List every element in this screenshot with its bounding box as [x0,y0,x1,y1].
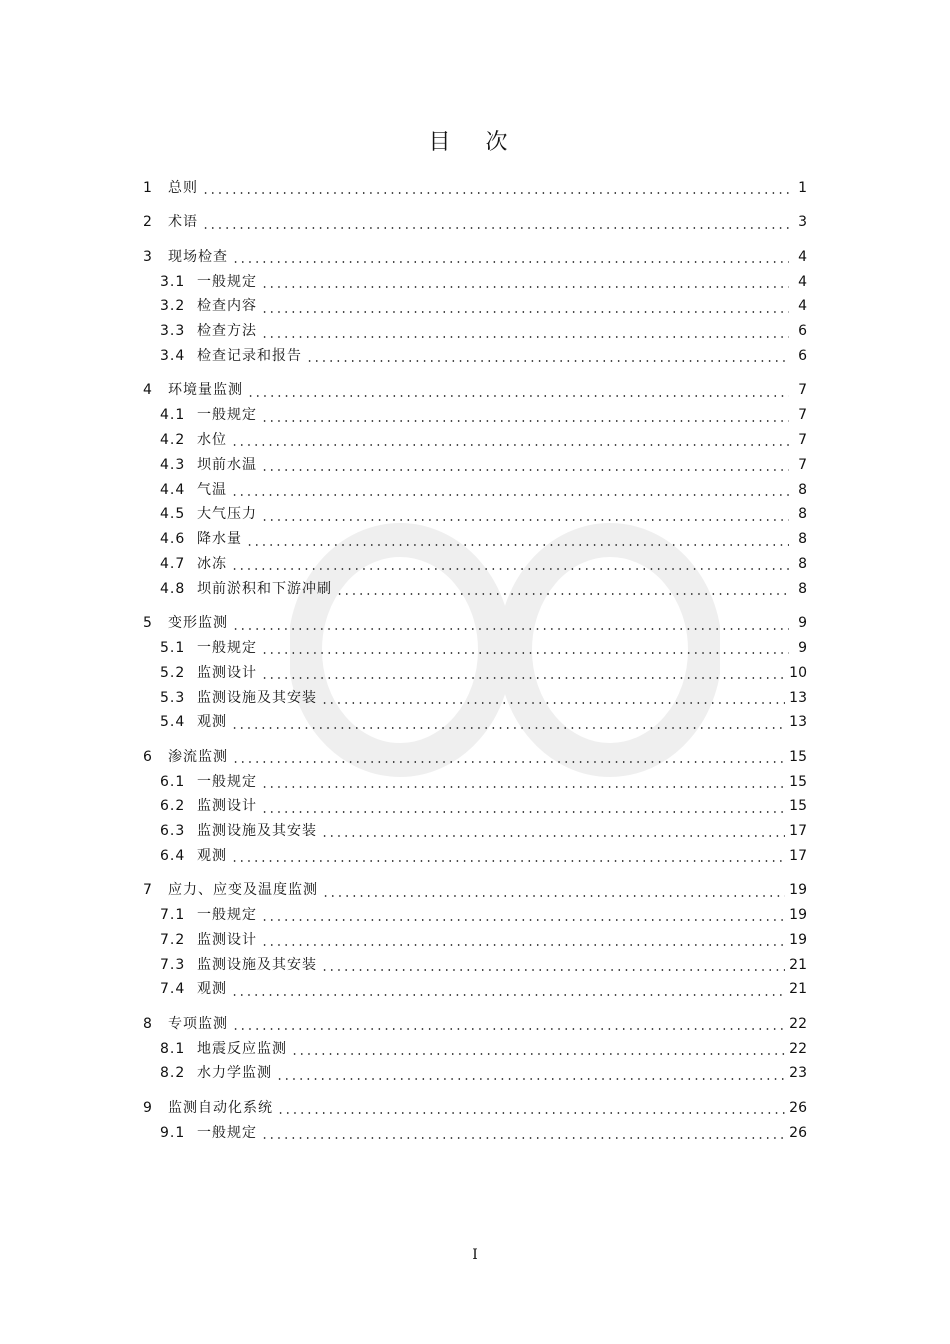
toc-dot-leader [261,311,789,313]
toc-entry-page: 9 [798,639,807,656]
toc-entry-number: 4 [143,382,152,399]
toc-entry-page: 6 [798,323,807,340]
toc-dot-leader [276,1078,785,1080]
toc-entry-page: 7 [798,456,807,473]
toc-entry-page: 10 [789,664,807,681]
toc-entry-label: 现场检查 [168,248,228,265]
toc-entry-number: 4.6 [160,531,186,548]
toc-section-entry[interactable] [143,319,807,344]
toc-section-entry[interactable] [143,844,807,869]
toc-entry-page: 7 [798,382,807,399]
toc-entry-page: 13 [789,689,807,706]
toc-section-entry[interactable] [143,686,807,711]
toc-section-entry[interactable] [143,552,807,577]
toc-section-entry[interactable] [143,770,807,795]
toc-dot-leader [261,420,789,422]
toc-entry-label: 坝前淤积和下游冲刷 [197,580,332,597]
toc-entry-page: 21 [789,981,807,998]
toc-entry-page: 3 [798,214,807,231]
toc-entry-number: 7.4 [160,981,186,998]
toc-entry-number: 3 [143,248,152,265]
toc-dot-leader [261,469,789,471]
toc-entry-number: 6.4 [160,847,186,864]
toc-entry-number: 4.2 [160,431,186,448]
toc-entry-page: 4 [798,248,807,265]
toc-dot-leader [231,860,785,862]
toc-section-entry[interactable] [143,344,807,369]
toc-entry-page: 19 [789,931,807,948]
toc-entry-number: 5 [143,615,152,632]
toc-entry-number: 7.2 [160,931,186,948]
toc-entry-label: 术语 [168,214,198,231]
toc-entry-number: 4.5 [160,506,186,523]
toc-entry-label: 坝前水温 [197,456,257,473]
toc-entry-page: 15 [789,748,807,765]
toc-entry-number: 6.3 [160,823,186,840]
toc-chapter-entry[interactable] [143,878,807,903]
toc-entry-label: 监测设计 [197,664,257,681]
toc-dot-leader [322,895,785,897]
toc-entry-label: 变形监测 [168,615,228,632]
toc-entry-number: 4.4 [160,481,186,498]
toc-entry-label: 一般规定 [197,639,257,656]
toc-section-entry[interactable] [143,977,807,1002]
toc-entry-page: 17 [789,847,807,864]
toc-entry-label: 观测 [197,981,227,998]
toc-entry-number: 3.4 [160,347,186,364]
toc-section-entry[interactable] [143,953,807,978]
toc-chapter-entry[interactable] [143,745,807,770]
toc-dot-leader [261,944,785,946]
toc-entry-number: 7 [143,882,152,899]
toc-entry-label: 总则 [168,180,198,196]
toc-dot-leader [261,336,789,338]
toc-entry-page: 6 [798,347,807,364]
toc-entry-page: 8 [798,580,807,597]
toc-entry-label: 降水量 [197,531,242,548]
toc-dot-leader [261,519,789,521]
toc-entry-number: 3.3 [160,323,186,340]
toc-section-entry[interactable] [143,478,807,503]
toc-entry-label: 一般规定 [197,1124,257,1141]
toc-entry-label: 监测自动化系统 [168,1099,273,1116]
toc-entry-page: 19 [789,882,807,899]
toc-section-entry[interactable] [143,794,807,819]
toc-entry-number: 5.2 [160,664,186,681]
toc-entry-label: 检查内容 [197,298,257,315]
toc-entry-number: 1 [143,180,152,196]
toc-chapter-entry[interactable] [143,1012,807,1037]
page-number-footer: I [472,1247,478,1263]
toc-entry-page: 17 [789,823,807,840]
toc-section-entry[interactable] [143,294,807,319]
toc-entry-number: 4.1 [160,407,186,424]
toc-entry-page: 22 [789,1015,807,1032]
toc-entry-page: 8 [798,531,807,548]
toc-dot-leader [232,261,789,263]
toc-chapter-entry[interactable] [143,611,807,636]
toc-entry-label: 监测设施及其安装 [197,823,317,840]
toc-dot-leader [231,444,789,446]
toc-entry-number: 3.1 [160,273,186,290]
toc-chapter-entry[interactable] [143,378,807,403]
toc-dot-leader [261,652,789,654]
toc-entry-page: 23 [789,1065,807,1082]
toc-dot-leader [202,227,789,229]
toc-chapter-entry[interactable] [143,1096,807,1121]
toc-entry-page: 8 [798,481,807,498]
toc-dot-leader [291,1053,785,1055]
toc-entry-number: 5.4 [160,714,186,731]
toc-entry-number: 2 [143,214,152,231]
toc-section-entry[interactable] [143,819,807,844]
toc-dot-leader [306,360,789,362]
toc-dot-leader [231,727,785,729]
toc-dot-leader [246,544,789,546]
toc-entry-page: 7 [798,431,807,448]
toc-section-entry[interactable] [143,1061,807,1086]
toc-chapter-entry[interactable] [143,176,807,201]
toc-entry-page: 8 [798,555,807,572]
toc-section-entry[interactable] [143,403,807,428]
toc-entry-number: 8.2 [160,1065,186,1082]
toc-chapter-entry[interactable] [143,245,807,270]
toc-entry-number: 3.2 [160,298,186,315]
toc-entry-number: 6 [143,748,152,765]
toc-entry-label: 检查记录和报告 [197,347,302,364]
toc-entry-number: 9.1 [160,1124,186,1141]
toc-section-entry[interactable] [143,710,807,735]
toc-entry-label: 监测设计 [197,798,257,815]
toc-entry-number: 7.3 [160,956,186,973]
toc-entry-label: 冰冻 [197,555,227,572]
toc-entry-page: 26 [789,1124,807,1141]
toc-dot-leader [261,286,789,288]
toc-entry-page: 21 [789,956,807,973]
toc-entry-page: 8 [798,506,807,523]
toc-entry-label: 一般规定 [197,407,257,424]
toc-section-entry[interactable] [143,928,807,953]
toc-dot-leader [321,969,785,971]
toc-chapter-entry[interactable] [143,210,807,235]
toc-entry-number: 8.1 [160,1040,186,1057]
toc-dot-leader [277,1112,785,1114]
toc-section-entry[interactable] [143,661,807,686]
toc-section-entry[interactable] [143,636,807,661]
toc-section-entry[interactable] [143,527,807,552]
toc-entry-page: 7 [798,407,807,424]
toc-section-entry[interactable] [143,453,807,478]
toc-dot-leader [232,761,785,763]
toc-entry-page: 4 [798,273,807,290]
toc-dot-leader [261,811,785,813]
toc-dot-leader [231,494,789,496]
toc-dot-leader [232,1028,785,1030]
toc-dot-leader [261,1137,785,1139]
toc-entry-label: 地震反应监测 [197,1040,287,1057]
toc-entry-label: 专项监测 [168,1015,228,1032]
toc-section-entry[interactable] [143,903,807,928]
toc-entry-number: 4.3 [160,456,186,473]
toc-entry-label: 应力、应变及温度监测 [168,882,318,899]
toc-dot-leader [231,994,785,996]
toc-dot-leader [321,835,785,837]
toc-dot-leader [202,192,789,194]
toc-entry-page: 1 [798,180,807,196]
toc-entry-label: 监测设施及其安装 [197,689,317,706]
toc-dot-leader [232,628,789,630]
toc-entry-number: 5.1 [160,639,186,656]
toc-entry-page: 4 [798,298,807,315]
toc-dot-leader [261,919,785,921]
toc-entry-label: 水力学监测 [197,1065,272,1082]
toc-entry-number: 5.3 [160,689,186,706]
toc-entry-number: 9 [143,1099,152,1116]
toc-entry-number: 7.1 [160,907,186,924]
toc-dot-leader [336,593,789,595]
toc-entry-label: 观测 [197,847,227,864]
toc-entry-label: 气温 [197,481,227,498]
toc-section-entry[interactable] [143,1037,807,1062]
toc-entry-page: 13 [789,714,807,731]
toc-entry-page: 15 [789,773,807,790]
toc-section-entry[interactable] [143,577,807,602]
toc-entry-label: 一般规定 [197,773,257,790]
page-title: 目 次 [428,130,522,155]
toc-dot-leader [231,568,789,570]
table-of-contents [143,176,807,1145]
toc-entry-label: 一般规定 [197,907,257,924]
toc-entry-label: 观测 [197,714,227,731]
toc-entry-number: 4.7 [160,555,186,572]
toc-entry-label: 监测设计 [197,931,257,948]
toc-dot-leader [261,786,785,788]
toc-dot-leader [261,677,785,679]
toc-section-entry[interactable] [143,428,807,453]
toc-entry-page: 26 [789,1099,807,1116]
toc-entry-label: 水位 [197,431,227,448]
toc-entry-number: 4.8 [160,580,186,597]
toc-dot-leader [247,395,789,397]
toc-section-entry[interactable] [143,1121,807,1146]
toc-entry-label: 一般规定 [197,273,257,290]
toc-entry-label: 大气压力 [197,506,257,523]
toc-entry-number: 6.2 [160,798,186,815]
toc-section-entry[interactable] [143,502,807,527]
toc-dot-leader [321,702,785,704]
toc-entry-number: 6.1 [160,773,186,790]
toc-entry-number: 8 [143,1015,152,1032]
toc-entry-page: 9 [798,615,807,632]
toc-entry-label: 环境量监测 [168,382,243,399]
toc-entry-page: 15 [789,798,807,815]
toc-entry-page: 22 [789,1040,807,1057]
toc-entry-page: 19 [789,907,807,924]
toc-entry-label: 检查方法 [197,323,257,340]
toc-entry-label: 渗流监测 [168,748,228,765]
toc-entry-label: 监测设施及其安装 [197,956,317,973]
toc-section-entry[interactable] [143,270,807,295]
